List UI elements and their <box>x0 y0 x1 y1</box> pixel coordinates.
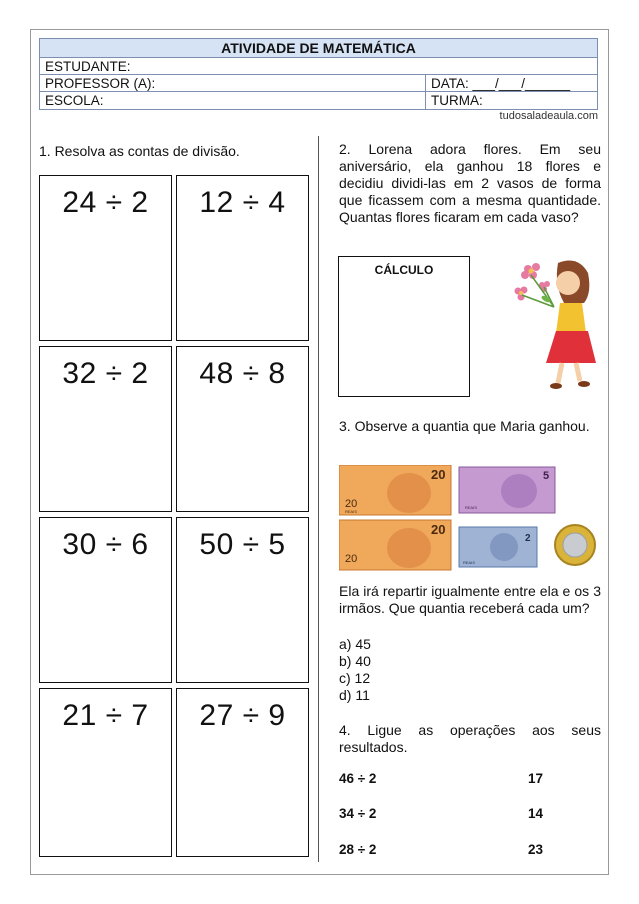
svg-text:5: 5 <box>543 470 550 482</box>
student-field[interactable]: ESTUDANTE: <box>45 59 131 74</box>
two-reais-note-icon <box>459 527 537 567</box>
q4-text: 4. Ligue as operações aos seus resultados. <box>339 722 601 755</box>
money-illustration <box>339 465 599 575</box>
option-c[interactable]: c) 12 <box>339 670 371 686</box>
svg-text:20: 20 <box>345 553 358 565</box>
svg-text:REAIS: REAIS <box>465 505 478 510</box>
q3-question: Ela irá repartir igualmente entre ela e os 3 irmãos. Que quantia receberá cada um? <box>339 583 601 616</box>
result-item[interactable]: 23 <box>528 842 544 857</box>
division-expression: 27 ÷ 9 <box>199 699 286 732</box>
result-item[interactable]: 17 <box>528 771 544 786</box>
teacher-field[interactable]: PROFESSOR (A): <box>40 75 426 91</box>
option-a[interactable]: a) 45 <box>339 636 371 652</box>
division-box[interactable] <box>39 517 172 683</box>
operation-item[interactable]: 46 ÷ 2 <box>339 771 377 786</box>
five-reais-note-icon <box>459 467 555 513</box>
school-field[interactable]: ESCOLA: <box>40 92 426 109</box>
svg-text:20: 20 <box>345 498 358 510</box>
svg-text:20: 20 <box>431 522 446 537</box>
operation-item[interactable]: 34 ÷ 2 <box>339 806 377 821</box>
svg-text:20: 20 <box>431 467 446 482</box>
division-box[interactable] <box>176 688 309 857</box>
q1-title: 1. Resolva as contas de divisão. <box>39 143 240 159</box>
teacher-date-row <box>40 75 597 92</box>
division-expression: 50 ÷ 5 <box>199 528 286 561</box>
svg-text:REAIS: REAIS <box>463 560 476 565</box>
column-divider <box>318 136 319 862</box>
calculation-label: CÁLCULO <box>374 263 434 277</box>
division-expression: 12 ÷ 4 <box>199 186 286 219</box>
division-box[interactable] <box>176 346 309 512</box>
option-b[interactable]: b) 40 <box>339 653 371 669</box>
division-box[interactable] <box>176 517 309 683</box>
student-row <box>40 58 597 75</box>
girl-with-flowers-illustration <box>506 255 596 395</box>
operation-item[interactable]: 28 ÷ 2 <box>339 842 377 857</box>
division-expression: 30 ÷ 6 <box>62 528 149 561</box>
result-item[interactable]: 14 <box>528 806 544 821</box>
q3-options <box>339 636 371 704</box>
date-field[interactable]: DATA: ___/___/______ <box>431 76 571 91</box>
division-expression: 21 ÷ 7 <box>62 699 149 732</box>
worksheet-title: ATIVIDADE DE MATEMÁTICA <box>40 39 597 58</box>
q2-text: 2. Lorena adora flores. Em seu aniversário, ela ganhou 18 flores e decidiu dividi-las em 2 vasos de forma que ficassem com a mesma quantidade. Quantas flores ficaram em cada vaso? <box>339 141 601 225</box>
calculation-box[interactable] <box>338 256 470 397</box>
division-expression: 24 ÷ 2 <box>62 186 149 219</box>
website-credit: tudosaladeaula.com <box>499 110 598 122</box>
svg-text:2: 2 <box>525 533 531 544</box>
twenty-reais-note-icon <box>339 520 451 570</box>
division-box[interactable] <box>176 175 309 341</box>
division-expression: 32 ÷ 2 <box>62 357 149 390</box>
division-box[interactable] <box>39 175 172 341</box>
class-field[interactable]: TURMA: <box>431 93 483 108</box>
svg-text:REAIS: REAIS <box>345 509 358 514</box>
q3-text: 3. Observe a quantia que Maria ganhou. <box>339 418 590 434</box>
flower-icon <box>515 263 555 307</box>
division-box[interactable] <box>39 688 172 857</box>
one-real-coin-icon <box>555 525 595 565</box>
option-d[interactable]: d) 11 <box>339 687 370 703</box>
division-box[interactable] <box>39 346 172 512</box>
school-class-row <box>40 92 597 109</box>
header-table <box>39 38 598 110</box>
division-expression: 48 ÷ 8 <box>199 357 286 390</box>
twenty-reais-note-icon <box>339 465 451 515</box>
